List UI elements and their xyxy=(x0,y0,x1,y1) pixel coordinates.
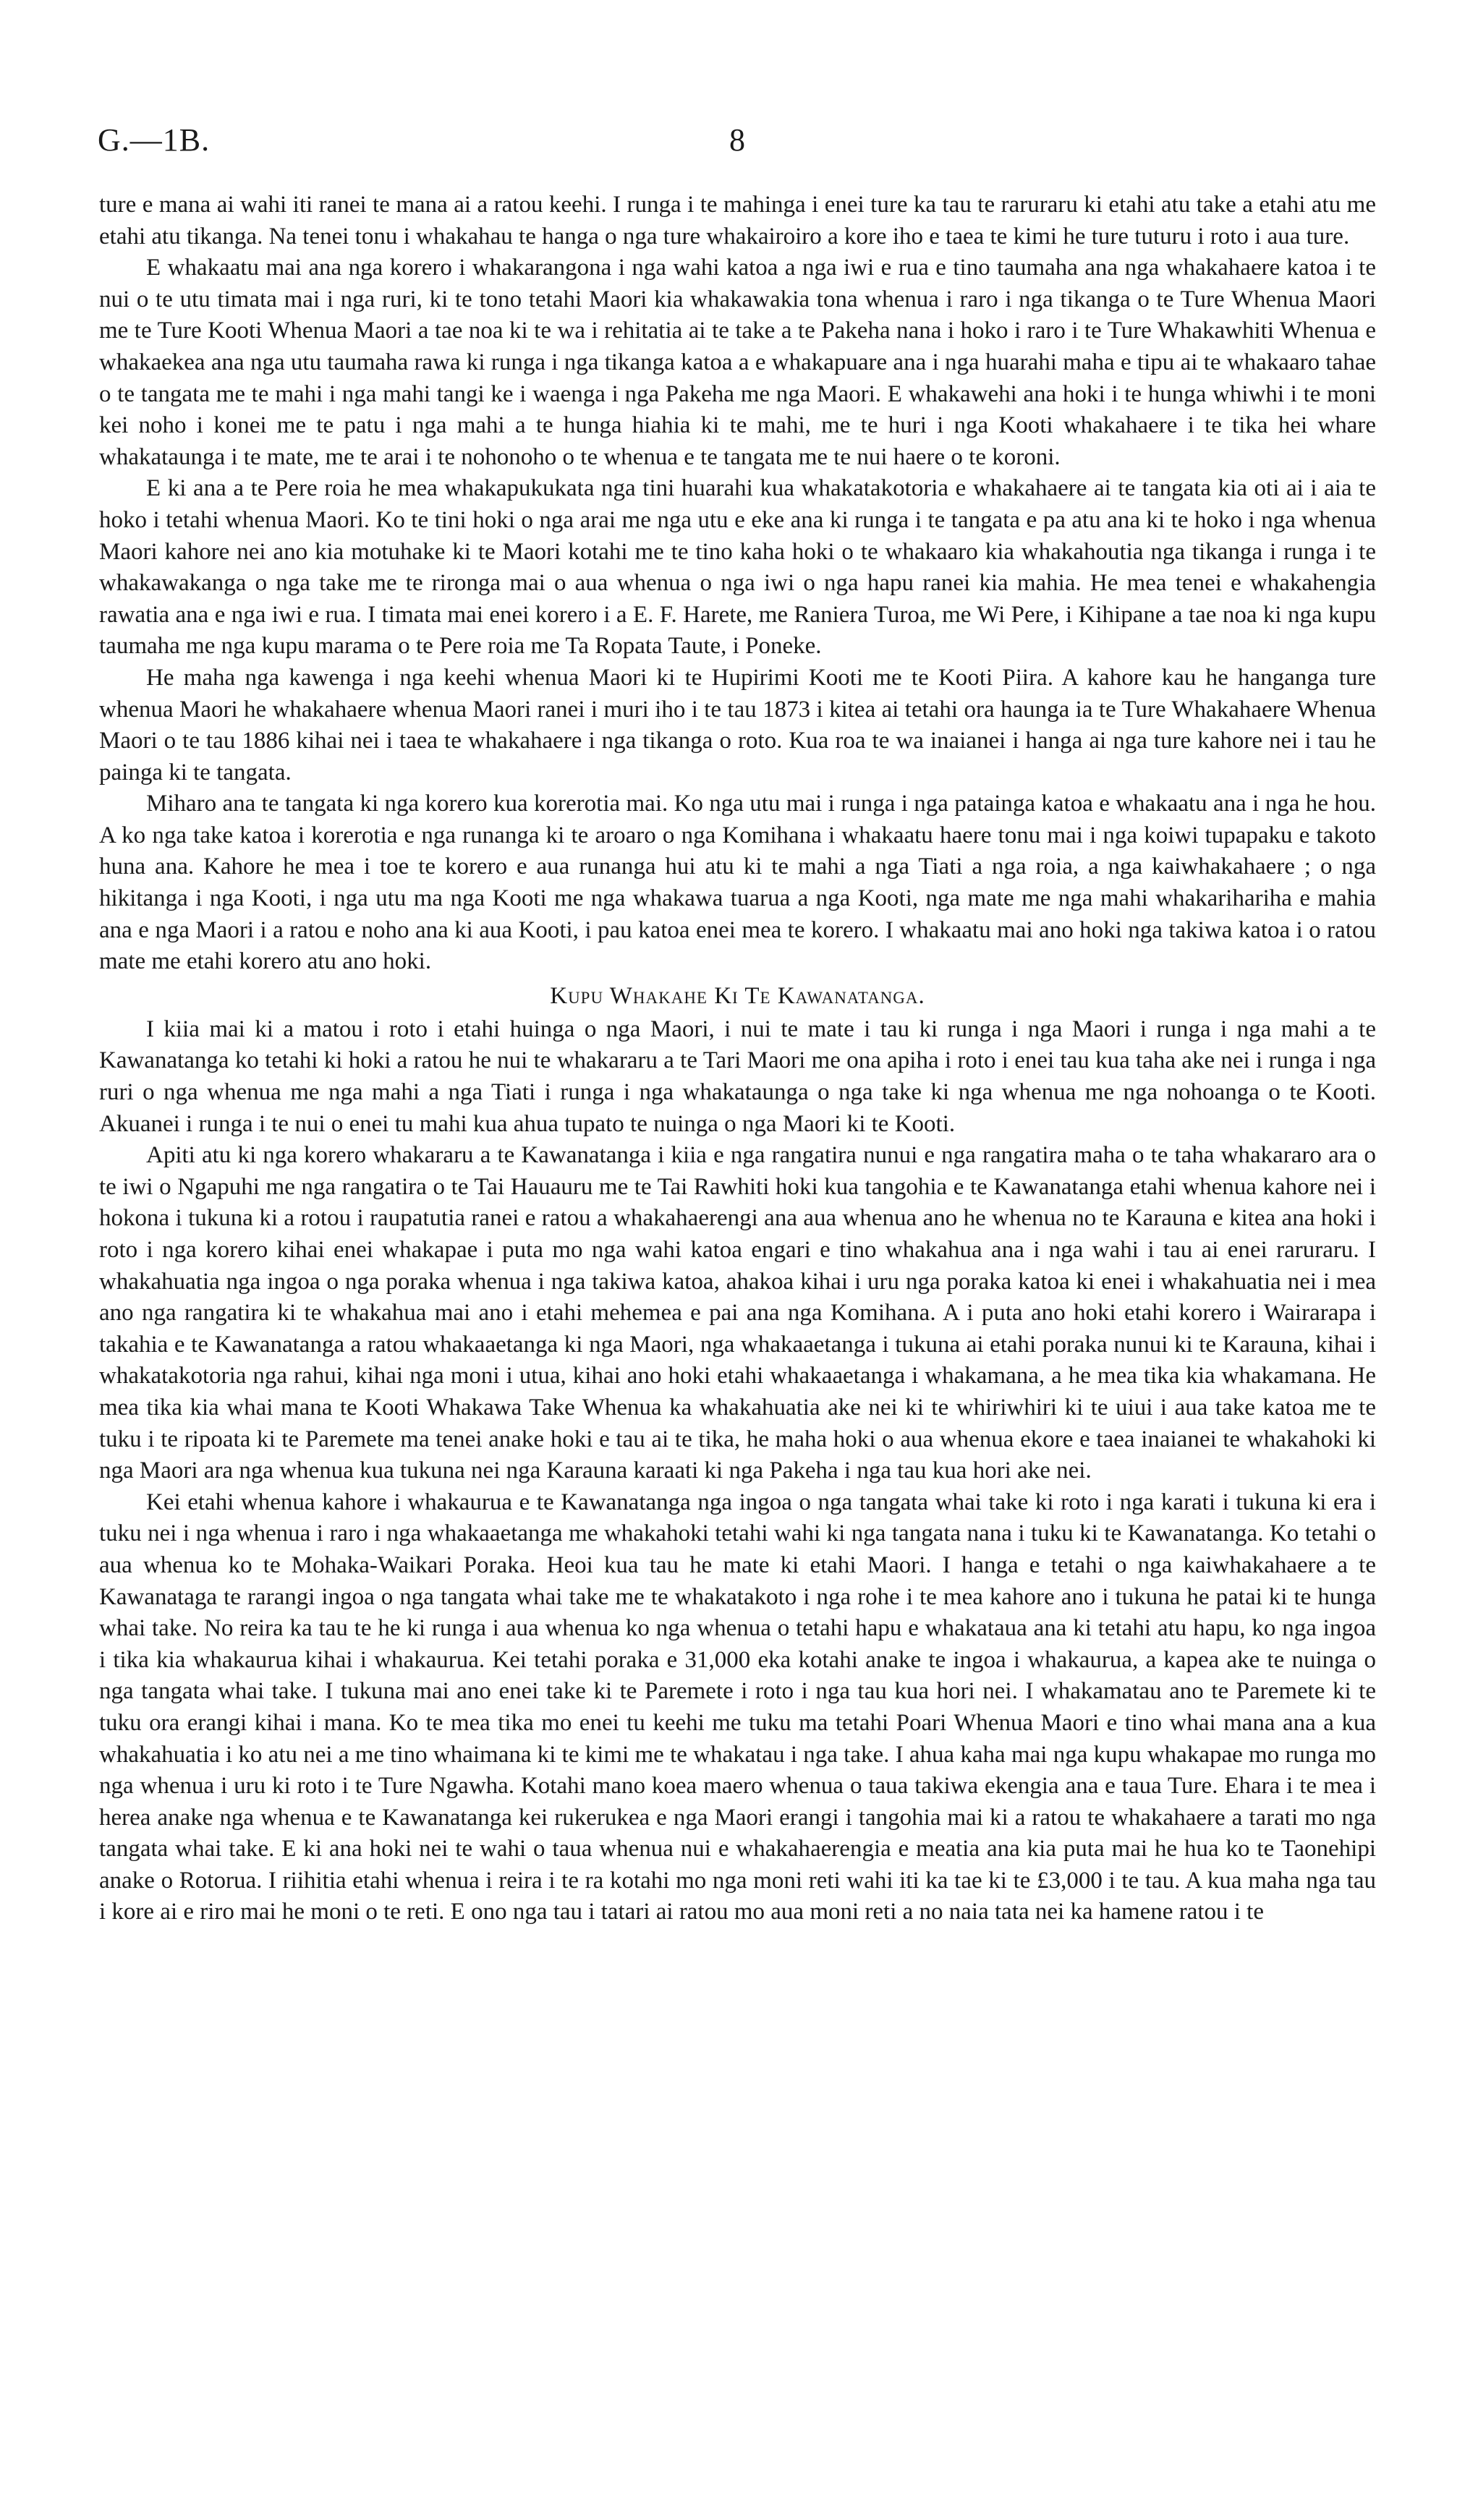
paragraph: ture e mana ai wahi iti ranei te mana ai a ratou keehi. I runga i te mahinga i enei ture ka tau te raruraru ki etahi atu take a etahi atu me etahi atu tikanga. Na tenei tonu i whakahau te hanga o nga ture whakairoiro a kore iho e taea te kimi he ture tuturu i roto i aua ture. xyxy=(99,192,1376,250)
paragraph: I kiia mai ki a matou i roto i etahi huinga o nga Maori, i nui te mate i tau ki runga i nga Maori i runga i nga mahi a te Kawanatanga ko tetahi ki hoki a ratou he nui te whakararu a te Tari Maori me ona apiha i roto i enei tau kua taha ake nei i runga i nga ruri o nga whenua me nga mahi a nga Tiati i runga i nga whakataunga o nga take ki nga whenua me nga nohoanga o te Kooti. Akuanei i runga i te nui o enei tu mahi kua ahua tupato te nuinga o nga Maori ki te Kooti. xyxy=(99,1016,1376,1137)
document-reference: G.—1B. xyxy=(98,122,211,158)
paragraph: E whakaatu mai ana nga korero i whakarangona i nga wahi katoa a nga iwi e rua e tino taumaha ana nga whakahaere katoa i te nui o te utu timata mai i nga ruri, ki te tono tetahi Maori kia whakawakia tona whenua i raro i nga tikanga o te Ture Whenua Maori me te Ture Kooti Whenua Maori a tae noa ki te wa i rehitatia ai te take a te Pakeha nana i hoko i raro i te Ture Whakawhiti Whenua e whakaekea ana nga utu taumaha rawa ki runga i nga tikanga katoa a e whakapuare ana i nga huarahi maha e tipu ai te whakaaro tahae o te tangata me te mahi i nga mahi tangi ke i waenga i nga Pakeha me nga Maori. E whakawehi ana hoki i te hunga whiwhi i te moni kei noho i konei me te patu i nga mahi a te hunga hiahia ki te mahi, me te huri i nga Kooti whakahaere i te tika hei whare whakataunga i te mate, me te arai i te nohonoho o te whenua e te tangata me te nui haere o te koroni. xyxy=(99,255,1376,470)
section-heading: Kupu Whakahe Ki Te Kawanatanga. xyxy=(550,982,925,1009)
paragraph: Kei etahi whenua kahore i whakaurua e te Kawanatanga nga ingoa o nga tangata whai take ki roto i nga karati i tukuna ki era i tuku nei i nga whenua i raro i nga whakaaetanga me whakahoki tetahi wahi ki nga tangata nana i tuku ki te Kawanatanga. Ko tetahi o aua whenua ko te Mohaka-Waikari Poraka. Heoi kua tau he mate ki etahi Maori. I hanga e tetahi o nga kaiwhakahaere a te Kawanataga te rarangi ingoa o nga tangata whai take me te whakatakoto i nga rohe i te mea kahore ano i tukuna he patai ki te hunga whai take. No reira ka tau te he ki runga i aua whenua ko nga whenua o tetahi hapu e whakataua ana ki tetahi atu hapu, ko nga ingoa i tika kia whakaurua kihai i whakaurua. Kei tetahi poraka e 31,000 eka kotahi anake te ingoa i whakaurua, a kapea ake te nuinga o nga tangata whai take. I tukuna mai ano enei take ki te Paremete i roto i nga tau kua hori nei. I whakamatau ano te Paremete ki te tuku ora erangi kihai i mana. Ko te mea tika mo enei tu keehi me tuku ma tetahi Poari Whenua Maori e tino whai mana ana a kua whakahuatia i ko atu nei a me tino whaimana ki te kimi me te whakatau i nga take. I ahua kaha mai nga kupu whakapae mo runga mo nga whenua i uru ki roto i te Ture Ngawha. Kotahi mano koea maero whenua o taua takiwa ekengia ana e taua Ture. Ehara i te mea i herea anake nga whenua e te Kawanatanga kei rukerukea e nga Maori erangi i tangohia mai ki a ratou te whakahaere a tarati mo nga tangata whai take. E ki ana hoki nei te wahi o taua whenua nui e whakahaerengia e meatia ana kia puta mai he hua ko te Taonehipi anake o Rotorua. I riihitia etahi whenua i reira i te ra kotahi mo nga moni reti wahi iti ka tae ki te £3,000 i te tau. A kua maha nga tau i kore ai e riro mai he moni o te reti. E ono nga tau i tatari ai ratou mo aua moni reti a no naia tata nei ka hamene ratou i te xyxy=(99,1489,1376,1925)
page-number: 8 xyxy=(729,122,745,158)
paragraph: E ki ana a te Pere roia he mea whakapukukata nga tini huarahi kua whakatakotoria e whakahaere ai te tangata kia oti ai i aia te hoko i tetahi whenua Maori. Ko te tini hoki o nga arai me nga utu e eke ana ki runga i te tangata e pa atu ana ki te hoko i nga whenua Maori kahore nei ano kia motuhake ki te Maori kotahi me te tino kaha hoki o te whakaaro kia whakahoutia nga tikanga i runga i te whakawakanga o nga take me te rironga mai o aua whenua o nga iwi o nga hapu ranei kia mahia. He mea tenei e whakahengia rawatia ana e nga iwi e rua. I timata mai enei korero i a E. F. Harete, me Raniera Turoa, me Wi Pere, i Kihipane a tae noa ki nga kupu taumaha me nga kupu marama o te Pere roia me Ta Ropata Taute, i Poneke. xyxy=(99,475,1376,660)
paragraph: Apiti atu ki nga korero whakararu a te Kawanatanga i kiia e nga rangatira nunui e nga rangatira maha o te taha whakararo ara o te iwi o Ngapuhi me nga rangatira o te Tai Hauauru me te Tai Rawhiti hoki kua tangohia e te Kawanatanga etahi whenua kahore nei i hokona i tukuna ki a rotou i raupatutia ranei e ratou a whakahaerengi ana aua whenua ano he whenua no te Karauna e kitea ana hoki i roto i nga korero kihai enei whakapae i puta mo nga wahi katoa engari e tino whakahua ana i nga wahi i tau ai enei raruraru. I whakahuatia nga ingoa o nga poraka whenua i nga takiwa katoa, ahakoa kihai i uru nga poraka katoa ki enei i whakahuatia nei i mea ano nga rangatira ki te whakahua mai ano i etahi mehemea e pai ana nga Komihana. A i puta ano hoki etahi korero i Wairarapa i takahia e te Kawanatanga a ratou whakaaetanga ki nga Maori, nga whakaaetanga i tukuna ai etahi poraka nunui ki te Karauna, kihai i whakatakotoria nga rahui, kihai nga moni i utua, kihai ano hoki etahi whakaaetanga i whakamana, a he mea tika kia whakamana. He mea tika kia whai mana te Kooti Whakawa Take Whenua ka whakahuatia ake nei ki te whiriwhiri ki te uiui i aua take katoa me te tuku i te ripoata ki te Paremete ma tenei anake hoki e tau ai te tika, he maha hoki o aua whenua ekore e taea inaianei te whakahoki ki nga Maori ara nga whenua kua tukuna nei nga Karauna karaati ki nga Pakeha i nga tau kua hori ake nei. xyxy=(99,1142,1376,1484)
paragraph: He maha nga kawenga i nga keehi whenua Maori ki te Hupirimi Kooti me te Kooti Piira. A kahore kau he hanganga ture whenua Maori he whakahaere whenua Maori ranei i muri iho i te tau 1873 i kitea ai tetahi ora haunga ia te Ture Whakahaere Whenua Maori o te tau 1886 kihai nei i taea te whakahaere i nga tikanga o roto. Kua roa te wa inaianei i hanga ai nga ture kahore nei i tau he painga ki te tangata. xyxy=(99,664,1376,786)
paragraph: Miharo ana te tangata ki nga korero kua korerotia mai. Ko nga utu mai i runga i nga pataingа katoa e whakaatu ana i nga he hou. A ko nga take katoa i korerotia e nga runanga ki te aroaro o nga Komihana i whakaatu haere tonu mai i nga koiwi tupapaku e takoto huna ana. Kahore he mea i toe te korero e aua runanga hui atu ki te mahi a nga Tiati a nga roia, a nga kaiwhakahaere ; o nga hikitanga i nga Kooti, i nga utu ma nga Kooti me nga whakawa tuarua a nga Kooti, nga mate me nga mahi whakarihariha e mahia ana e nga Maori i a ratou e noho ana ki aua Kooti, i pau katoa enei mea te korero. I whakaatu mai ano hoki nga takiwa katoa i o ratou mate me etahi korero atu ano hoki. xyxy=(99,791,1376,975)
body-text xyxy=(99,190,1376,1928)
